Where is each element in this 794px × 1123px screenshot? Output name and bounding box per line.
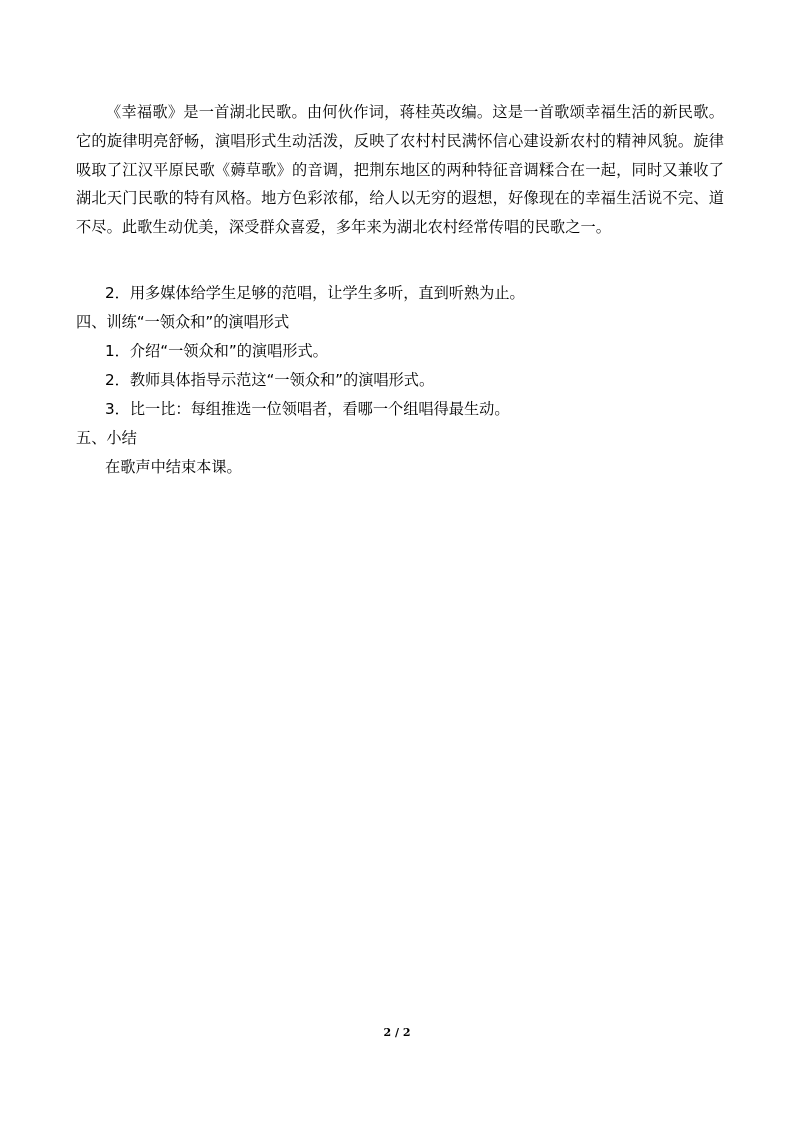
page-number: 2 / 2 <box>383 1026 411 1039</box>
section-4-heading: 四、训练“一领众和”的演唱形式 <box>76 313 290 331</box>
section-4-item-3: 3．比一比：每组推选一位领唱者，看哪一个组唱得最生动。 <box>105 400 510 418</box>
section-5-body: 在歌声中结束本课。 <box>105 458 242 476</box>
section-4-item-2: 2．教师具体指导示范这“一领众和”的演唱形式。 <box>105 371 435 389</box>
section-5-heading: 五、小结 <box>76 429 137 447</box>
intro-paragraph: 《幸福歌》是一首湖北民歌。由何伙作词，蒋桂英改编。这是一首歌颂幸福生活的新民歌。它的旋律明亮舒畅，演唱形式生动活泼，反映了农村村民满怀信心建设新农村的精神风貌。旋律吸取了江汉平原民歌《薅草歌》的音调，把荆东地区的两种特征音调糅合在一起，同时又兼收了湖北天门民歌的特有风格。地方色彩浓郁，给人以无穷的遐想，好像现在的幸福生活说不完、道不尽。此歌生动优美，深受群众喜爱，多年来为湖北农村经常传唱的民歌之一。 <box>76 103 724 237</box>
section-4-item-1: 1．介绍“一领众和”的演唱形式。 <box>105 342 328 360</box>
list-item-2: 2．用多媒体给学生足够的范唱，让学生多听，直到听熟为止。 <box>105 284 525 302</box>
